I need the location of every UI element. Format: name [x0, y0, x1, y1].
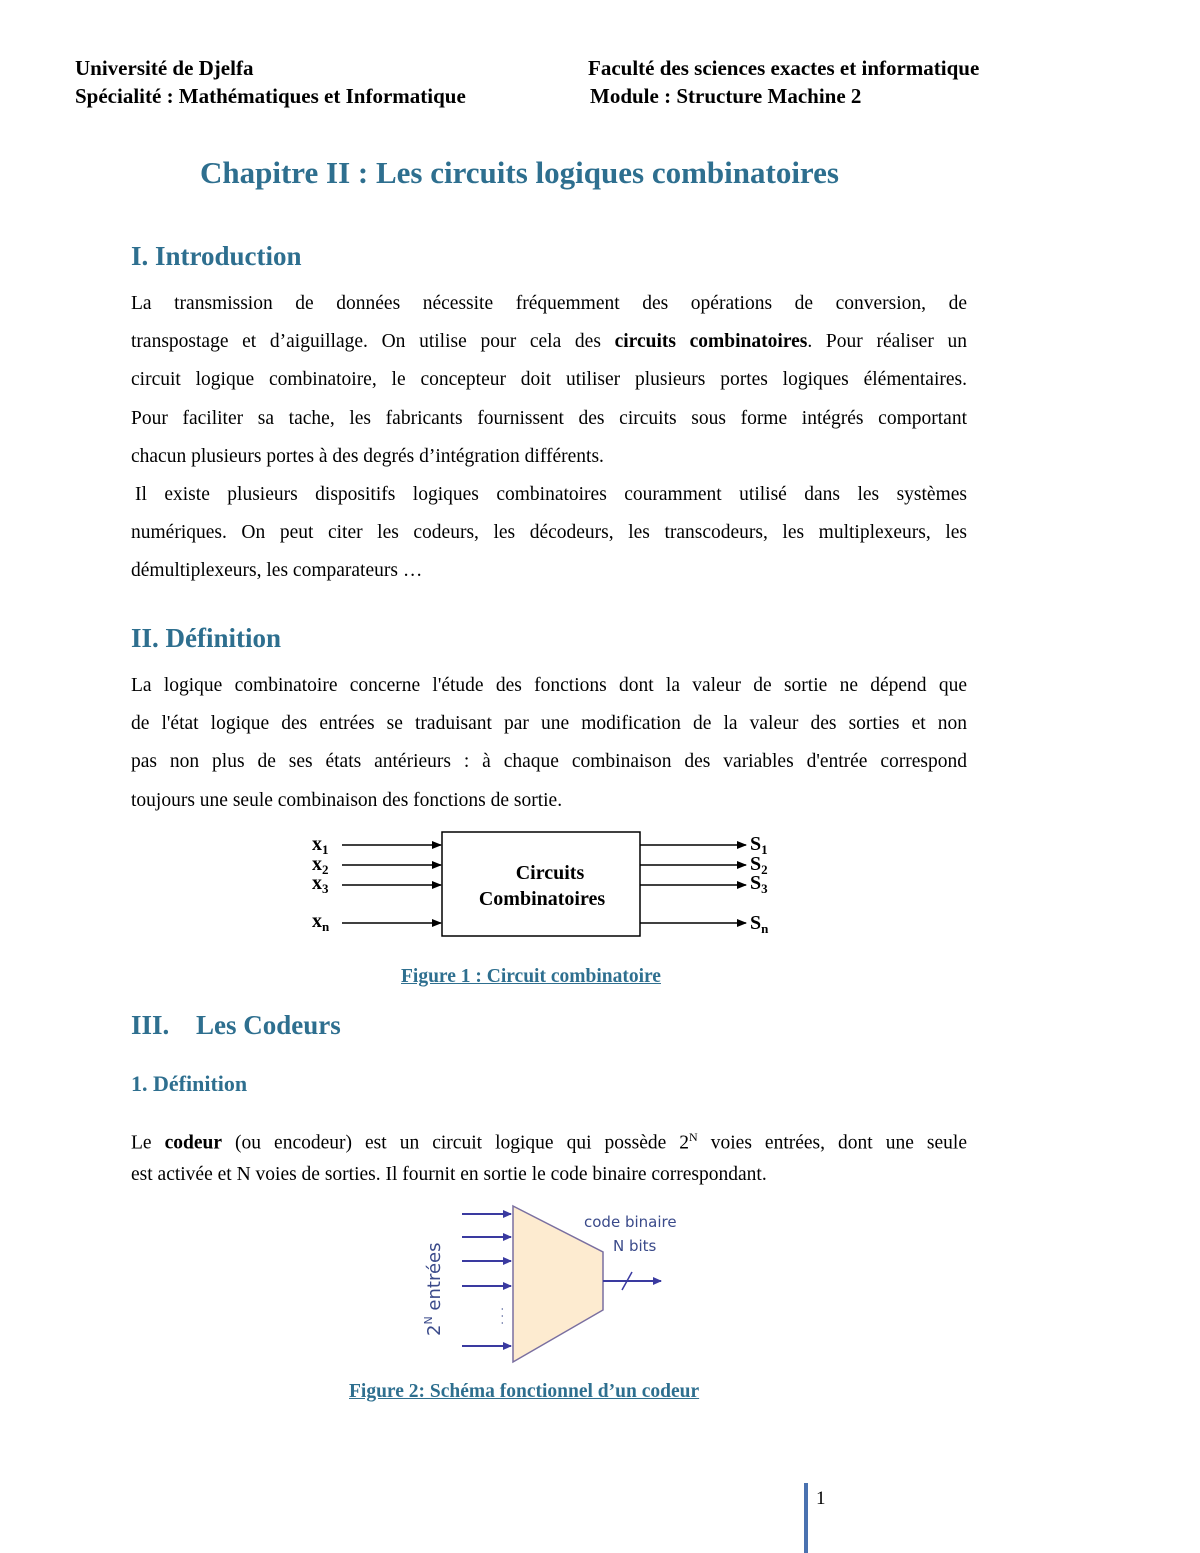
- figure-1-caption: Figure 1 : Circuit combinatoire: [401, 966, 661, 987]
- text-line: de l'état logique des entrées se traduisant par une modification de la valeur des sorties et non: [131, 713, 967, 735]
- section-heading-introduction: I. Introduction: [131, 241, 302, 271]
- section-heading-definition: II. Définition: [131, 623, 282, 653]
- bold-term: circuits combinatoires: [614, 331, 808, 353]
- section-heading-codeurs: Les Codeurs: [196, 1010, 341, 1040]
- ellipsis: . . .: [493, 1307, 506, 1325]
- text-line: toujours une seule combinaison des fonctions de sortie.: [131, 789, 563, 811]
- input-label: $2^N$ entrées: [422, 1242, 445, 1336]
- bold-term: codeur: [164, 1132, 222, 1154]
- input-label: $x_2$: [312, 853, 329, 877]
- faculty-name: Faculté des sciences exactes et informatique: [588, 56, 980, 80]
- text-fragment: . Pour réaliser un: [807, 331, 968, 353]
- text-line: numériques. On peut citer les codeurs, les décodeurs, les transcodeurs, les multiplexeurs, les: [131, 522, 967, 543]
- text-line: est activée et N voies de sorties. Il fournit en sortie le code binaire correspondant.: [131, 1164, 767, 1186]
- box-label-line1: Circuits: [515, 862, 585, 884]
- combinational-circuit-diagram: [300, 826, 800, 946]
- text-fragment: Le: [131, 1132, 165, 1154]
- box-label-line2: Combinatoires: [478, 888, 606, 910]
- codeur-definition-paragraph: [131, 1118, 967, 1194]
- output-label-bits: N bits: [613, 1237, 657, 1255]
- figure-2-caption: Figure 2: Schéma fonctionnel d’un codeur: [349, 1381, 700, 1402]
- module-name: Module : Structure Machine 2: [590, 84, 862, 108]
- output-label: $S_n$: [750, 912, 769, 936]
- subsection-heading-definition: 1. Définition: [131, 1071, 248, 1096]
- output-label: $S_2$: [750, 853, 768, 877]
- definition-paragraph: [131, 667, 967, 820]
- introduction-paragraph-2: [135, 476, 967, 514]
- section-heading-codeurs-number: III.: [131, 1010, 170, 1040]
- university-name: Université de Djelfa: [75, 56, 254, 80]
- input-label: $x_3$: [312, 872, 329, 896]
- chapter-title: Chapitre II : Les circuits logiques combinatoires: [200, 155, 839, 190]
- text-line: La transmission de données nécessite fréquemment des opérations de conversion, de: [131, 293, 967, 314]
- specialty: Spécialité : Mathématiques et Informatique: [75, 84, 466, 108]
- page-number: 1: [816, 1488, 826, 1509]
- text-fragment: (ou encodeur) est un circuit logique qui possède 2: [222, 1132, 690, 1154]
- introduction-paragraph-2-cont: [131, 514, 967, 590]
- text-line: La logique combinatoire concerne l'étude des fonctions dont la valeur de sortie ne dépend que: [131, 675, 967, 696]
- text-fragment: voies entrées, dont une seule: [697, 1132, 967, 1154]
- text-line: pas non plus de ses états antérieurs : à chaque combinaison des variables d'entrée correspond: [131, 751, 967, 773]
- output-label: $S_3$: [750, 872, 768, 896]
- text-fragment: transpostage et d’aiguillage. On utilise pour cela des: [131, 331, 615, 353]
- output-label: $S_1$: [750, 833, 768, 857]
- output-label-code: code binaire: [584, 1213, 677, 1231]
- text-line: démultiplexeurs, les comparateurs …: [131, 560, 423, 582]
- text-line: circuit logique combinatoire, le concepteur doit utiliser plusieurs portes logiques élémentaires.: [131, 369, 967, 391]
- input-label: $x_n$: [312, 910, 330, 934]
- introduction-paragraph-1: [131, 285, 967, 476]
- page-number-bar: [804, 1483, 808, 1553]
- text-line: chacun plusieurs portes à des degrés d’intégration différents.: [131, 445, 604, 467]
- superscript: N: [689, 1130, 698, 1144]
- text-line: Il existe plusieurs dispositifs logiques combinatoires couramment utilisé dans les systèmes: [135, 484, 967, 505]
- input-label: $x_1$: [312, 833, 329, 857]
- circuit-box: [442, 832, 640, 936]
- encoder-diagram: [410, 1200, 710, 1370]
- text-line: [131, 1118, 967, 1156]
- text-line: Pour faciliter sa tache, les fabricants fournissent des circuits sous forme intégrés comportant: [131, 407, 967, 429]
- text-line: [131, 323, 967, 361]
